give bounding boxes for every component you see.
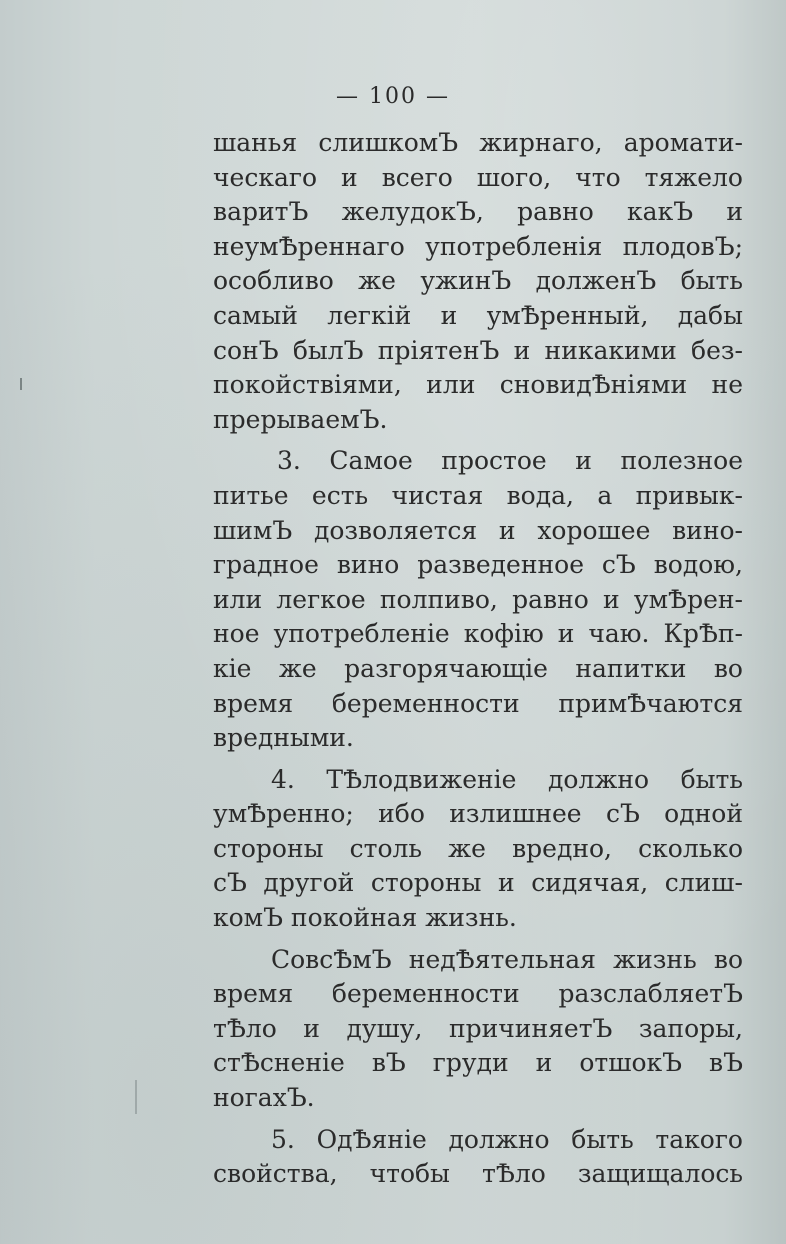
paragraph-gap	[213, 756, 743, 763]
text-line: шимЪ дозволяется и хорошее вино-	[213, 515, 743, 545]
body-text	[213, 126, 743, 1192]
text-line: СовсѢмЪ недѢятельная жизнь во	[271, 944, 743, 974]
paragraph-gap	[213, 1116, 743, 1123]
paper-speck	[135, 1080, 137, 1114]
text-line: неумѢреннаго употребленія плодовЪ;	[213, 231, 743, 261]
paragraph-gap	[213, 936, 743, 943]
text-line: 4. ТѢлодвиженіе должно быть	[271, 764, 743, 794]
text-line: самый легкій и умѢренный, дабы	[213, 300, 743, 330]
text-line: покойствіями, или сновидѢніями не	[213, 370, 743, 400]
text-line: комЪ покойная жизнь.	[213, 903, 517, 933]
text-line: сонЪ былЪ пріятенЪ и никакими без-	[213, 335, 743, 365]
text-line: стороны столь же вредно, сколько	[213, 833, 743, 863]
text-line: шанья слишкомЪ жирнаго, аромати-	[213, 128, 743, 157]
text-line: вредными.	[213, 723, 354, 753]
text-line: питье есть чистая вода, а привык-	[213, 480, 743, 510]
text-line: сЪ другой стороны и сидячая, слиш-	[213, 868, 743, 898]
text-line: кіе же разгорячающіе напитки во	[213, 653, 743, 683]
text-line: градное вино разведенное сЪ водою,	[213, 550, 743, 580]
text-line: умѢренно; ибо излишнее сЪ одной	[213, 799, 743, 829]
text-line: стѢсненіе вЪ груди и отшокЪ вЪ	[213, 1048, 743, 1078]
text-line: 5. ОдѢяніе должно быть такого	[271, 1124, 743, 1154]
text-line: варитЪ желудокЪ, равно какЪ и	[213, 197, 743, 227]
text-line: ногахЪ.	[213, 1083, 315, 1113]
text-line: время беременности примѢчаются	[213, 688, 743, 718]
text-line: особливо же ужинЪ долженЪ быть	[213, 266, 743, 296]
page-number: — 100 —	[336, 84, 450, 109]
text-line: 3. Самое простое и полезное	[277, 446, 743, 476]
text-line: ное употребленіе кофію и чаю. КрѢп-	[213, 619, 743, 649]
text-line: ческаго и всего шого, что тяжело	[213, 162, 743, 192]
text-line: тѢло и душу, причиняетЪ запоры,	[213, 1013, 743, 1043]
text-line: время беременности разслабляетЪ	[213, 979, 743, 1009]
paper-speck	[20, 378, 22, 390]
paragraph-gap	[213, 437, 743, 444]
text-line: свойства, чтобы тѢло защищалось	[213, 1159, 743, 1189]
text-line: прерываемЪ.	[213, 404, 388, 434]
text-line: или легкое полпиво, равно и умѢрен-	[213, 584, 743, 614]
